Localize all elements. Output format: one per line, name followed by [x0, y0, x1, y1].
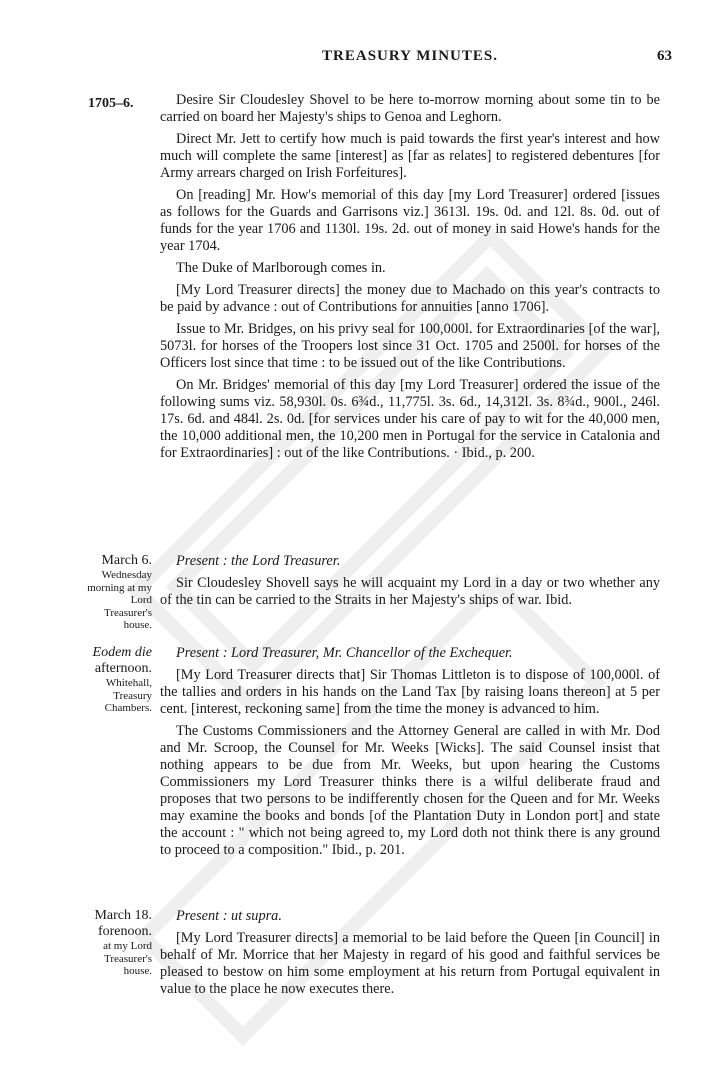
paragraph: The Duke of Marlborough comes in. [176, 260, 386, 276]
section-1 [160, 92, 660, 467]
margin-note-march-6 [82, 553, 152, 632]
paragraph: [My Lord Treasurer directs] a memorial to be laid before the Queen [in Council] in behalf of Mr. Morrice that her Majesty in regard of his good and faithful services be pleased to bestow on him some employment at his return from Portugal equivalent in value to the place he now executes there. [160, 930, 660, 997]
margin-note-text: at my Lord Treasurer's house. [103, 940, 152, 977]
present-line: Present : the Lord Treasurer. [176, 553, 341, 569]
present-line: Present : Lord Treasurer, Mr. Chancellor of the Exchequer. [176, 645, 513, 661]
paragraph: Direct Mr. Jett to certify how much is paid towards the first year's interest and how much will complete the same [interest] as [far as relates] to registered debentures [for Army arrears charged on Irish Forfeitures]. [160, 131, 660, 181]
present-line: Present : ut supra. [176, 908, 282, 924]
paragraph: On Mr. Bridges' memorial of this day [my Lord Treasurer] ordered the issue of the following sums viz. 58,930l. 0s. 6¾d., 11,775l. 3s. 6d., 14,312l. 3s. 8¾d., 900l., 246l. 17s. 6d. and 484l. 2s. 0d. [for services under his care of pay to wit for the 40,000 men, the 10,000 additional men, the 10,200 men in Portugal for the service in Catalonia and for Extraordinaries] : out of the like Contributions. · Ibid., p. 200. [160, 377, 660, 461]
margin-note-text: Wednesday morning at my Lord Treasurer's house. [87, 569, 152, 631]
paragraph: [My Lord Treasurer directs] the money due to Machado on this year's contracts to be paid by advance : out of Contributions for annuities [anno 1706]. [160, 282, 660, 315]
margin-date: March 18. [94, 908, 152, 923]
margin-date: March 6. [101, 553, 152, 568]
section-3 [160, 645, 660, 864]
paragraph: The Customs Commissioners and the Attorney General are called in with Mr. Dod and Mr. Scroop, the Counsel for Mr. Weeks [Wicks]. The said Counsel insist that nothing appears to be due from Mr. Weeks, but upon hearing the Customs Commissioners my Lord Treasurer thinks there is a wilful deliberate fraud and proposes that two persons to be indifferently chosen for the Queen and for Mr. Weeks may examine the books and bonds [of the Plantation Duty in London port] and state the account : " which not being agreed to, my Lord doth not think there is any ground to proceed to a composition." Ibid., p. 201. [160, 723, 660, 858]
page-number: 63 [657, 48, 672, 64]
section-2 [160, 553, 660, 614]
paragraph: Issue to Mr. Bridges, on his privy seal for 100,000l. for Extraordinaries [of the war], 5073l. for horses of the Troopers lost since 31 Oct. 1705 and 2500l. for horses of the Officers lost since that time : to be issued out of the like Contributions. [160, 321, 660, 371]
paragraph: Sir Cloudesley Shovell says he will acquaint my Lord in a day or two whether any of the tin can be carried to the Straits in her Majesty's ships of war. Ibid. [160, 575, 660, 608]
section-4 [160, 908, 660, 1003]
margin-date: Eodem die [92, 645, 152, 660]
year-heading: 1705–6. [88, 96, 134, 111]
paragraph: [My Lord Treasurer directs that] Sir Thomas Littleton is to dispose of 100,000l. of the tallies and orders in his hands on the Land Tax [by raising loans thereon] at 5 per cent. [interest, reckoning same] from the time the money is advanced to him. [160, 667, 660, 717]
running-head: TREASURY MINUTES. [322, 48, 498, 64]
margin-date-2: forenoon. [97, 924, 152, 939]
paragraph: On [reading] Mr. How's memorial of this day [my Lord Treasurer] ordered [issues as follows for the Guards and Garrisons viz.] 3613l. 19s. 0d. and 12l. 8s. 0d. out of funds for the year 1706 and 1130l. 19s. 2d. out of money in said Howe's hands for the year 1704. [160, 187, 660, 254]
paragraph: Desire Sir Cloudesley Shovel to be here to-morrow morning about some tin to be carried on board her Majesty's ships to Genoa and Leghorn. [160, 92, 660, 125]
margin-date-2: afternoon. [94, 661, 152, 676]
margin-note-march-18 [82, 908, 152, 978]
margin-note-text: Whitehall, Treasury Chambers. [104, 677, 152, 714]
margin-note-eodem-die [82, 645, 152, 715]
